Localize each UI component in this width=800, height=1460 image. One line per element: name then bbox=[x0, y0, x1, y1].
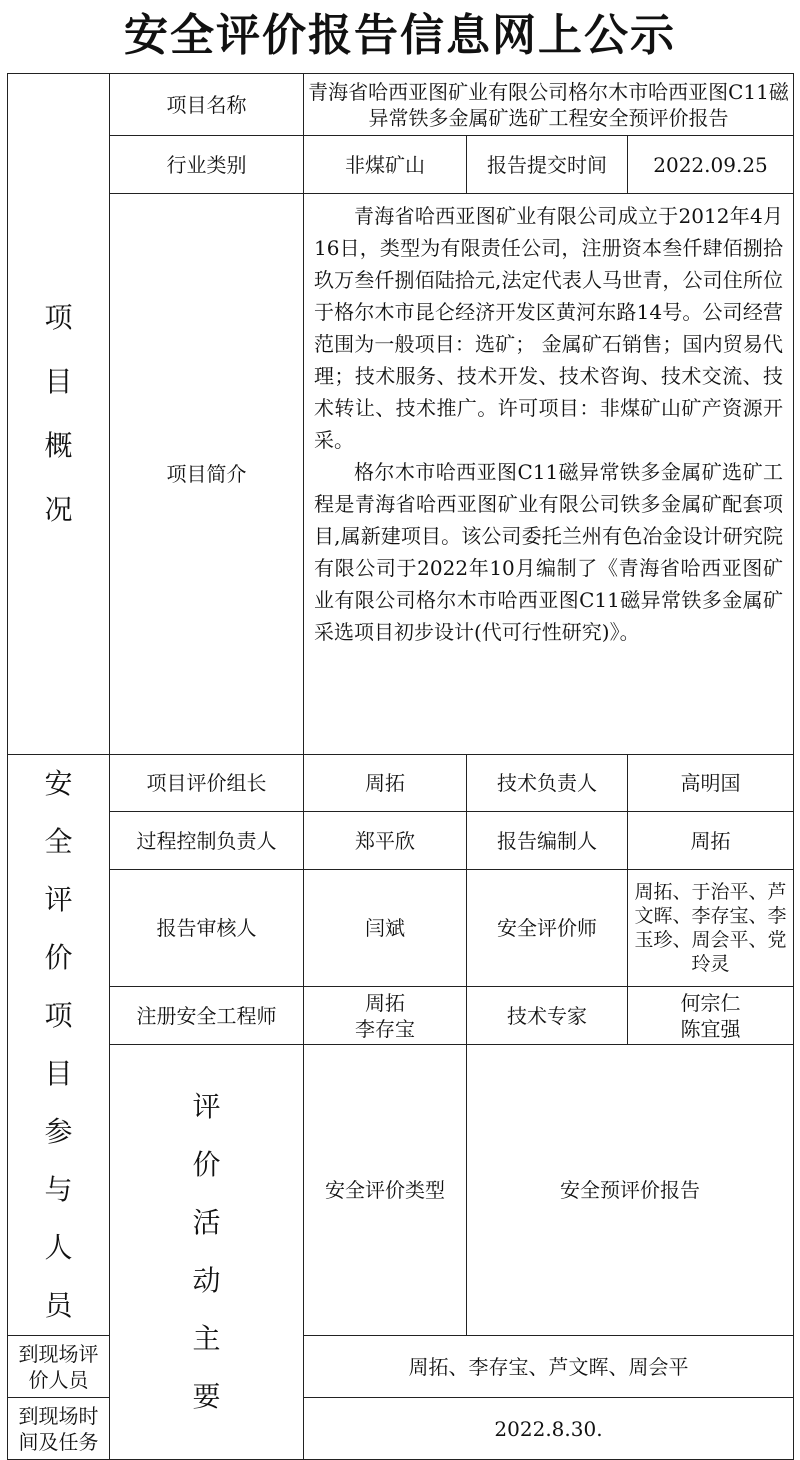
onsite-staff-label: 到现场评价人员 bbox=[8, 1336, 110, 1398]
page-title: 安全评价报告信息网上公示 bbox=[124, 10, 676, 61]
tech-lead-label: 技术负责人 bbox=[467, 755, 628, 812]
intro-label: 项目简介 bbox=[110, 194, 304, 755]
row-type bbox=[8, 1045, 794, 1336]
type-value: 安全预评价报告 bbox=[467, 1045, 794, 1336]
onsite-staff-value: 周拓、李存宝、芦文晖、周会平 bbox=[304, 1336, 794, 1398]
intro-paragraph-1: 青海省哈西亚图矿业有限公司成立于2012年4月16日，类型为有限责任公司，注册资本叁仟肆佰捌拾玖万叁仟捌佰陆拾元,法定代表人马世青，公司住所位于格尔木市昆仑经济开发区黄河东路14号。公司经营范围为一般项目：选矿； 金属矿石销售；国内贸易代理；技术服务、技术开发、技术咨询、技术交流、技术转让、技术推广。许可项目：非煤矿山矿产资源开采。 bbox=[314, 204, 784, 452]
row-industry bbox=[8, 136, 794, 194]
reviewer-label: 报告审核人 bbox=[110, 870, 304, 987]
engineer-name-2: 李存宝 bbox=[355, 1016, 415, 1041]
row-leader bbox=[8, 755, 794, 812]
group-personnel: 安全评价项目参与人员 bbox=[8, 755, 110, 1336]
leader-value: 周拓 bbox=[304, 755, 467, 812]
group-project-overview: 项目概况 bbox=[8, 74, 110, 755]
reviewer-value: 闫斌 bbox=[304, 870, 467, 987]
onsite-time-value: 2022.8.30. bbox=[304, 1398, 794, 1460]
author-value: 周拓 bbox=[628, 812, 794, 870]
industry-label: 行业类别 bbox=[110, 136, 304, 194]
process-value: 郑平欣 bbox=[304, 812, 467, 870]
project-name-value: 青海省哈西亚图矿业有限公司格尔木市哈西亚图C11磁异常铁多金属矿选矿工程安全预评价报告 bbox=[304, 74, 794, 136]
engineer-label: 注册安全工程师 bbox=[110, 987, 304, 1045]
expert-value bbox=[628, 987, 794, 1045]
engineer-name-1: 周拓 bbox=[365, 990, 405, 1015]
row-intro bbox=[8, 194, 794, 755]
intro-paragraph-2: 格尔木市哈西亚图C11磁异常铁多金属矿选矿工程是青海省哈西亚图矿业有限公司铁多金属矿配套项目,属新建项目。该公司委托兰州有色冶金设计研究院有限公司于2022年10月编制了《青海省哈西亚图矿业有限公司格尔木市哈西亚图C11磁异常铁多金属矿采选项目初步设计(代可行性研究)》。 bbox=[314, 460, 784, 644]
intro-text bbox=[304, 194, 794, 755]
type-label: 安全评价类型 bbox=[304, 1045, 467, 1336]
engineer-value bbox=[304, 987, 467, 1045]
assessor-value: 周拓、于治平、芦文晖、李存宝、李玉珍、周会平、党玲灵 bbox=[628, 870, 794, 987]
row-reviewer bbox=[8, 870, 794, 987]
assessor-label: 安全评价师 bbox=[467, 870, 628, 987]
group-activity: 评价活动主要 bbox=[110, 1045, 304, 1460]
submit-time-value: 2022.09.25 bbox=[628, 136, 794, 194]
row-project-name bbox=[8, 74, 794, 136]
tech-lead-value: 高明国 bbox=[628, 755, 794, 812]
expert-name-1: 何宗仁 bbox=[680, 990, 741, 1015]
onsite-time-label: 到现场时间及任务 bbox=[8, 1398, 110, 1460]
leader-label: 项目评价组长 bbox=[110, 755, 304, 812]
expert-label: 技术专家 bbox=[467, 987, 628, 1045]
info-table bbox=[7, 73, 794, 1460]
submit-time-label: 报告提交时间 bbox=[467, 136, 628, 194]
row-engineer bbox=[8, 987, 794, 1045]
project-name-label: 项目名称 bbox=[110, 74, 304, 136]
process-label: 过程控制负责人 bbox=[110, 812, 304, 870]
industry-value: 非煤矿山 bbox=[304, 136, 467, 194]
expert-name-2: 陈宜强 bbox=[680, 1016, 741, 1041]
row-process bbox=[8, 812, 794, 870]
author-label: 报告编制人 bbox=[467, 812, 628, 870]
